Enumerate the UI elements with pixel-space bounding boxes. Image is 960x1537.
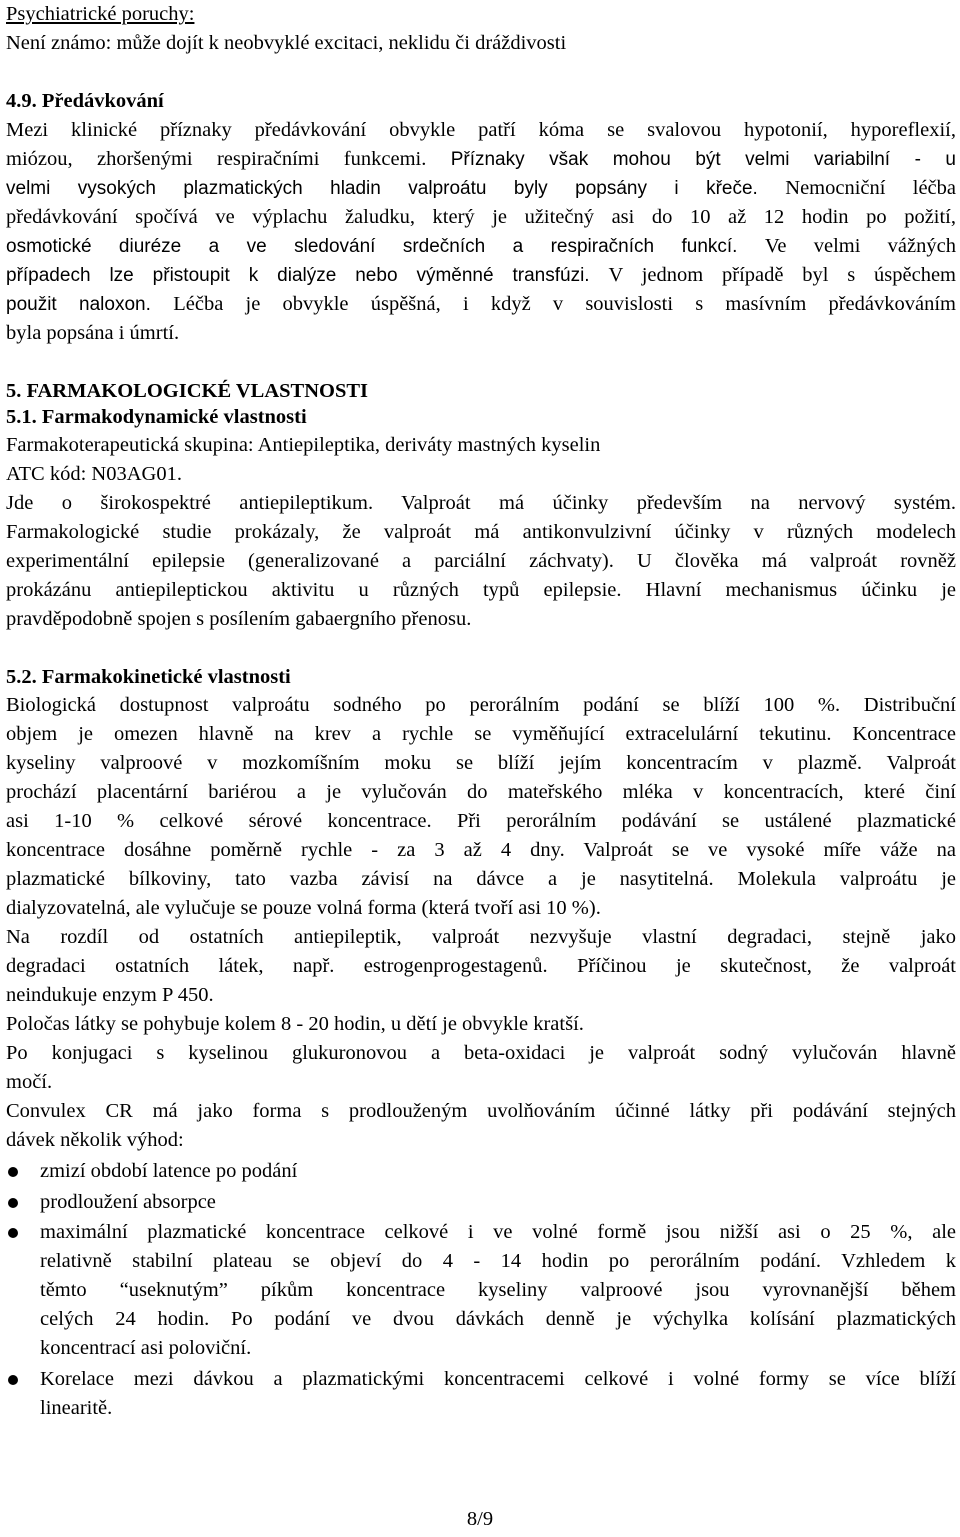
heading-4-9: 4.9. Předávkování: [6, 90, 164, 112]
paragraph-line: předávkování spočívá ve výplachu žaludku, který je užitečný asi do 10 až 12 hodin po požití,: [6, 206, 956, 228]
page-number: 8/9: [466, 1508, 494, 1530]
paragraph-line: [6, 261, 956, 290]
paragraph-line: experimentální epilepsie (generalizované a parciální záchvaty). U člověka má valproát rovněž: [6, 550, 956, 572]
paragraph-line: Na rozdíl od ostatních antiepileptik, valproát nezvyšuje vlastní degradaci, stejně jako: [6, 926, 956, 948]
line-part: miózou, zhoršenými respiračními funkcemi.: [6, 148, 451, 170]
bullet-item-cont: těmto “useknutým” píkům koncentrace kyseliny valproové jsou vyrovnanější během: [40, 1279, 956, 1301]
paragraph-line: Není známo: může dojít k neobvyklé excitaci, neklidu či dráždivosti: [6, 32, 567, 54]
line-part: Léčba je obvykle úspěšná, i když v souvislosti s masívním předávkováním: [173, 293, 956, 315]
line-part: Ve velmi vážných: [764, 235, 956, 257]
paragraph-line: koncentrace dosáhne poměrně rychle - za 3 až 4 dny. Valproát se ve vysoké míře váže na: [6, 839, 956, 861]
section-heading-psychiatric: Psychiatrické poruchy:: [6, 3, 195, 25]
line-part: Nemocniční léčba: [785, 177, 956, 199]
paragraph-line: degradaci ostatních látek, např. estrogenprogestagenů. Příčinou je skutečnost, že valproát: [6, 955, 956, 977]
bullet-item-cont: linearitě.: [40, 1397, 113, 1419]
paragraph-line: Po konjugaci s kyselinou glukuronovou a beta-oxidaci je valproát sodný vylučován hlavně: [6, 1042, 956, 1064]
paragraph-line: dávek několik výhod:: [6, 1129, 184, 1151]
bullet-icon: [8, 1198, 18, 1208]
heading-5-2: 5.2. Farmakokinetické vlastnosti: [6, 666, 291, 688]
bullet-item: Korelace mezi dávkou a plazmatickými koncentracemi celkové i volné formy se více blíží: [40, 1368, 956, 1390]
bullet-item-cont: koncentrací asi poloviční.: [40, 1337, 252, 1359]
paragraph-line: pravděpodobně spojen s posílením gabaergního přenosu.: [6, 608, 472, 630]
line-part-sans: případech lze přistoupit k dialýze nebo výměnné transfúzi.: [6, 265, 609, 286]
heading-5-1: 5.1. Farmakodynamické vlastnosti: [6, 406, 307, 428]
paragraph-line: dialyzovatelná, ale vylučuje se pouze volná forma (která tvoří asi 10 %).: [6, 897, 601, 919]
paragraph-line: kyseliny valproové v mozkomíšním moku se blíží jejím koncentracím v plazmě. Valproát: [6, 752, 956, 774]
heading-5: [6, 377, 368, 406]
paragraph-line: asi 1-10 % celkové sérové koncentrace. Při perorálním podávání se ustálené plazmatické: [6, 810, 956, 832]
paragraph-line: [6, 232, 956, 261]
paragraph-line: Convulex CR má jako forma s prodlouženým uvolňováním účinné látky při podávání stejných: [6, 1100, 956, 1122]
paragraph-line: neindukuje enzym P 450.: [6, 984, 214, 1006]
bullet-icon: [8, 1228, 18, 1238]
heading-5-text: 5. FARMAKOLOGICKÉ VLASTNOSTI: [6, 380, 369, 402]
bullet-item: maximální plazmatické koncentrace celkové i ve volné formě jsou nižší asi o 25 %, ale: [40, 1221, 956, 1243]
paragraph-line: močí.: [6, 1071, 53, 1093]
line-part-sans: Příznaky však mohou být velmi variabilní - u: [450, 149, 956, 170]
paragraph-line: plazmatické bílkoviny, tato vazba závisí na dávce a je nasytitelná. Molekula valproátu je: [6, 868, 956, 890]
paragraph-line: Jde o širokospektré antiepileptikum. Valproát má účinky především na nervový systém.: [6, 492, 956, 514]
paragraph-line: [6, 290, 956, 319]
bullet-item: zmizí období latence po podání: [40, 1160, 298, 1182]
line-part-sans: použit naloxon.: [6, 294, 174, 315]
paragraph-line: [6, 145, 956, 174]
paragraph-line: Biologická dostupnost valproátu sodného po perorálním podání se blíží 100 %. Distribuční: [6, 694, 956, 716]
paragraph-line: Farmakoterapeutická skupina: Antiepileptika, deriváty mastných kyselin: [6, 434, 601, 456]
paragraph-line: ATC kód: N03AG01.: [6, 463, 182, 485]
line-part-sans: osmotické diuréze a ve sledování srdečních a respiračních funkcí.: [6, 236, 765, 257]
bullet-item-cont: relativně stabilní plateau se objeví do 4 - 14 hodin po perorálním podání. Vzhledem k: [40, 1250, 956, 1272]
bullet-item: prodloužení absorpce: [40, 1191, 216, 1213]
bullet-icon: [8, 1375, 18, 1385]
paragraph-line: byla popsána i úmrtí.: [6, 322, 180, 344]
bullet-icon: [8, 1167, 18, 1177]
bullet-item-cont: celých 24 hodin. Po podání ve dvou dávkách denně je výchylka kolísání plazmatických: [40, 1308, 956, 1330]
paragraph-line: prokázánu antiepileptickou aktivitu u různých typů epilepsie. Hlavní mechanismus účinku je: [6, 579, 956, 601]
paragraph-line: [6, 174, 956, 203]
paragraph-line: Poločas látky se pohybuje kolem 8 - 20 hodin, u dětí je obvykle kratší.: [6, 1013, 584, 1035]
line-part-sans: velmi vysokých plazmatických hladin valproátu byly popsány i křeče.: [6, 178, 786, 199]
paragraph-line: prochází placentární bariérou a je vylučován do mateřského mléka v koncentracích, které činí: [6, 781, 956, 803]
line-part: V jednom případě byl s úspěchem: [608, 264, 956, 286]
paragraph-line: Mezi klinické příznaky předávkování obvykle patří kóma se svalovou hypotonií, hyporeflexií,: [6, 119, 956, 141]
paragraph-line: objem je omezen hlavně na krev a rychle se vyměňující extracelulární tekutinu. Koncentrace: [6, 723, 956, 745]
paragraph-line: Farmakologické studie prokázaly, že valproát má antikonvulzivní účinky v různých modelech: [6, 521, 956, 543]
